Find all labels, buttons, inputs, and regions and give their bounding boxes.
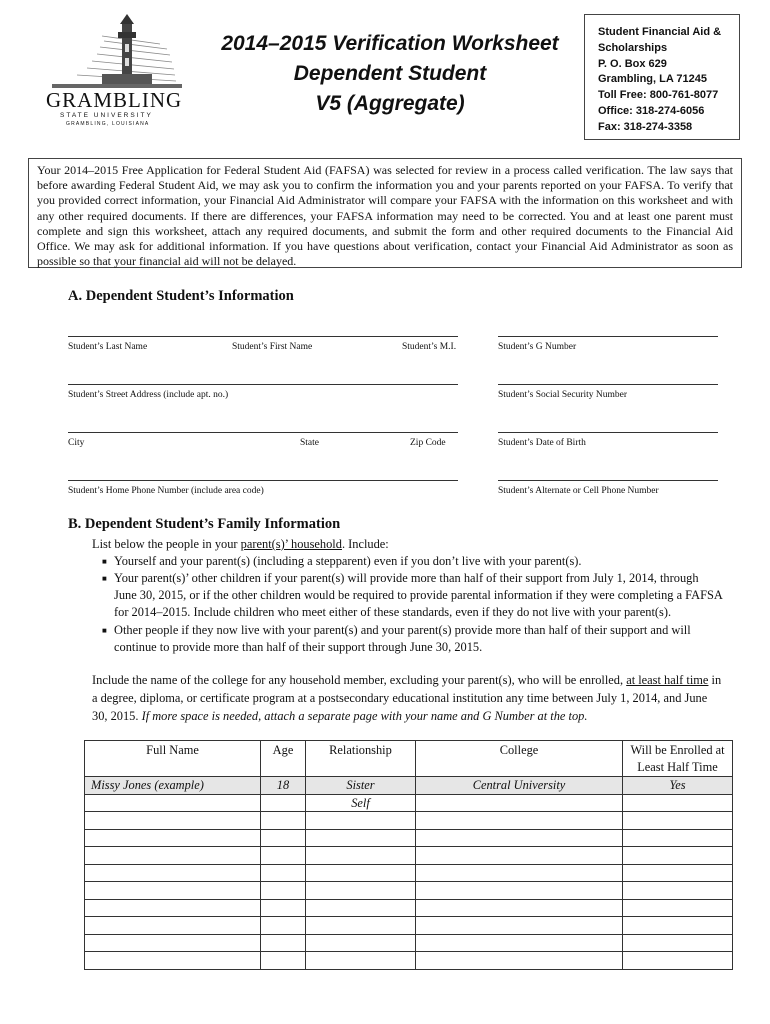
city-state-zip-field-line[interactable]	[68, 432, 458, 433]
college-cell[interactable]	[416, 952, 623, 970]
logo-subtitle: STATE UNIVERSITY	[60, 112, 153, 119]
contact-line: Office: 318-274-6056	[598, 104, 705, 117]
name-cell[interactable]	[85, 882, 261, 900]
name-cell[interactable]	[85, 934, 261, 952]
col-college: College	[416, 741, 623, 777]
ssn-label: Student’s Social Security Number	[498, 390, 628, 400]
dob-field-line[interactable]	[498, 432, 718, 433]
bullet-icon: ■	[102, 626, 107, 635]
state-label: State	[300, 438, 319, 448]
household-intro-underlined: parent(s)’ household	[240, 537, 342, 551]
contact-box	[584, 14, 740, 140]
college-cell[interactable]	[416, 847, 623, 865]
table-header-row	[85, 741, 733, 777]
college-cell[interactable]	[416, 882, 623, 900]
table-row	[85, 794, 733, 812]
table-row	[85, 812, 733, 830]
college-line1-underlined: at least half time	[626, 673, 709, 687]
age-cell[interactable]	[261, 882, 306, 900]
home-phone-field-line[interactable]	[68, 480, 458, 481]
mi-label: Student’s M.I.	[402, 342, 457, 352]
university-logo	[42, 14, 192, 126]
table-row	[85, 917, 733, 935]
example-age: 18	[261, 777, 306, 795]
address-field-line[interactable]	[68, 384, 458, 385]
intro-paragraph: Your 2014–2015 Free Application for Federal Student Aid (FAFSA) was selected for review in a process called verification. The law says that before awarding Federal Student Aid, we may ask you to confirm the information you and your parents reported on your FAFSA. To verify that you provided correct information, your Financial Aid Administrator will compare your FAFSA with the information on this worksheet and with any other required documents. If there are differences, your FAFSA information may need to be corrected. You and at least one parent must complete and sign this worksheet, attach any required documents, and submit the form and other required documents to the Financial Aid Office. We may ask for additional information. If you have questions about verification, contact your Financial Aid Administrator as soon as possible so that your financial aid will not be delayed.	[28, 158, 742, 268]
section-b-heading: B. Dependent Student’s Family Information	[68, 516, 341, 532]
bullet-icon: ■	[102, 557, 107, 566]
enrolled-cell[interactable]	[623, 952, 733, 970]
table-row	[85, 952, 733, 970]
bullet-3-line-2: continue to provide more than half of their support through June 30, 2015.	[114, 640, 483, 654]
relationship-cell[interactable]	[306, 864, 416, 882]
age-cell[interactable]	[261, 934, 306, 952]
table-row	[85, 829, 733, 847]
enrolled-cell[interactable]	[623, 917, 733, 935]
last-name-label: Student’s Last Name	[68, 342, 148, 352]
college-cell[interactable]	[416, 917, 623, 935]
enrolled-cell[interactable]	[623, 794, 733, 812]
col-enrolled: Will be Enrolled at Least Half Time	[623, 741, 733, 777]
household-intro	[92, 536, 389, 553]
college-line3-italic: If more space is needed, attach a separate page with your name and G Number at the top.	[141, 709, 588, 723]
college-cell[interactable]	[416, 899, 623, 917]
address-label: Student’s Street Address (include apt. no.)	[68, 390, 229, 400]
col-full-name: Full Name	[85, 741, 261, 777]
relationship-cell[interactable]	[306, 934, 416, 952]
contact-line: Fax: 318-274-3358	[598, 120, 693, 133]
contact-line: Scholarships	[598, 41, 668, 54]
table-row	[85, 934, 733, 952]
form-version: V5 (Aggregate)	[315, 92, 465, 115]
bullet-icon: ■	[102, 574, 107, 583]
relationship-cell[interactable]	[306, 899, 416, 917]
name-cell[interactable]	[85, 917, 261, 935]
relationship-cell[interactable]	[306, 829, 416, 847]
college-line3-pre: 30, 2015.	[92, 709, 142, 723]
name-cell[interactable]	[85, 812, 261, 830]
name-cell[interactable]	[85, 794, 261, 812]
g-number-label: Student’s G Number	[498, 342, 577, 352]
contact-line: P. O. Box 629	[598, 57, 667, 70]
col-age: Age	[261, 741, 306, 777]
example-relationship: Sister	[306, 777, 416, 795]
relationship-cell[interactable]	[306, 882, 416, 900]
name-cell[interactable]	[85, 899, 261, 917]
relationship-cell[interactable]	[306, 847, 416, 865]
bullet-2-line-2: June 30, 2015, or if the other children would be required to provide parental information if they were completing a FAFSA	[114, 588, 723, 602]
table-row	[85, 864, 733, 882]
ssn-field-line[interactable]	[498, 384, 718, 385]
college-cell[interactable]	[416, 812, 623, 830]
bullet-2-line-3: for 2014–2015. Include children who meet either of these standards, even if they do not live with your parent(s).	[114, 605, 672, 619]
enrolled-cell[interactable]	[623, 829, 733, 847]
household-table	[84, 740, 733, 970]
zip-label: Zip Code	[410, 438, 446, 448]
name-cell[interactable]	[85, 952, 261, 970]
alt-phone-field-line[interactable]	[498, 480, 718, 481]
table-row	[85, 847, 733, 865]
bullet-2-line-1: Your parent(s)’ other children if your parent(s) will provide more than half of their support from July 1, 2014, through	[114, 571, 699, 585]
example-college: Central University	[416, 777, 623, 795]
dob-label: Student’s Date of Birth	[498, 438, 586, 448]
contact-line: Toll Free: 800-761-8077	[598, 89, 719, 102]
age-cell[interactable]	[261, 847, 306, 865]
age-cell[interactable]	[261, 952, 306, 970]
age-cell[interactable]	[261, 917, 306, 935]
home-phone-label: Student’s Home Phone Number (include area code)	[68, 486, 264, 496]
name-cell[interactable]	[85, 847, 261, 865]
bullet-3-line-1: Other people if they now live with your parent(s) and your parent(s) provide more than half of their support and will	[114, 623, 691, 637]
household-intro-pre: List below the people in your	[92, 537, 241, 551]
enrolled-cell[interactable]	[623, 812, 733, 830]
age-cell[interactable]	[261, 864, 306, 882]
age-cell[interactable]	[261, 829, 306, 847]
college-instructions-line-2: a degree, diploma, or certificate program at a postsecondary educational institution any time between July 1, 2014, and June	[92, 691, 708, 705]
college-line1-pre: Include the name of the college for any household member, excluding your parent(s), who will be enrolled,	[92, 673, 627, 687]
college-cell[interactable]	[416, 794, 623, 812]
name-cell[interactable]	[85, 864, 261, 882]
table-row	[85, 899, 733, 917]
contact-line: Student Financial Aid &	[598, 26, 722, 38]
enrolled-cell[interactable]	[623, 899, 733, 917]
relationship-cell[interactable]	[306, 917, 416, 935]
form-title: 2014–2015 Verification Worksheet	[221, 32, 559, 55]
first-name-label: Student’s First Name	[232, 342, 313, 352]
name-cell[interactable]	[85, 829, 261, 847]
household-intro-post: . Include:	[341, 537, 389, 551]
college-cell[interactable]	[416, 934, 623, 952]
col-relationship: Relationship	[306, 741, 416, 777]
name-field-line[interactable]	[68, 336, 458, 337]
city-label: City	[68, 438, 85, 448]
relationship-cell[interactable]	[306, 812, 416, 830]
section-a-heading: A. Dependent Student’s Information	[68, 288, 294, 304]
college-instructions-line-1	[92, 672, 721, 689]
college-instructions-line-3	[92, 708, 587, 725]
g-number-field-line[interactable]	[498, 336, 718, 337]
age-cell[interactable]	[261, 899, 306, 917]
enrolled-cell[interactable]	[623, 864, 733, 882]
bullet-1-text: Yourself and your parent(s) (including a stepparent) even if you don’t live with your parent(s).	[114, 554, 582, 568]
table-row-example	[85, 777, 733, 795]
alt-phone-label: Student’s Alternate or Cell Phone Number	[498, 486, 659, 496]
tower-icon	[42, 14, 192, 94]
example-enrolled: Yes	[623, 777, 733, 795]
relationship-cell: Self	[306, 794, 416, 812]
age-cell[interactable]	[261, 812, 306, 830]
college-cell[interactable]	[416, 829, 623, 847]
college-line1-post: in	[708, 673, 722, 687]
example-name: Missy Jones (example)	[85, 777, 261, 795]
contact-line: Grambling, LA 71245	[598, 73, 708, 86]
college-cell[interactable]	[416, 864, 623, 882]
enrolled-cell[interactable]	[623, 882, 733, 900]
table-row	[85, 882, 733, 900]
logo-wordmark: GRAMBLING	[46, 88, 183, 112]
enrolled-cell[interactable]	[623, 934, 733, 952]
age-cell[interactable]	[261, 794, 306, 812]
enrolled-cell[interactable]	[623, 847, 733, 865]
logo-location: GRAMBLING, LOUISIANA	[66, 121, 150, 127]
relationship-cell[interactable]	[306, 952, 416, 970]
form-subtitle: Dependent Student	[293, 62, 487, 85]
